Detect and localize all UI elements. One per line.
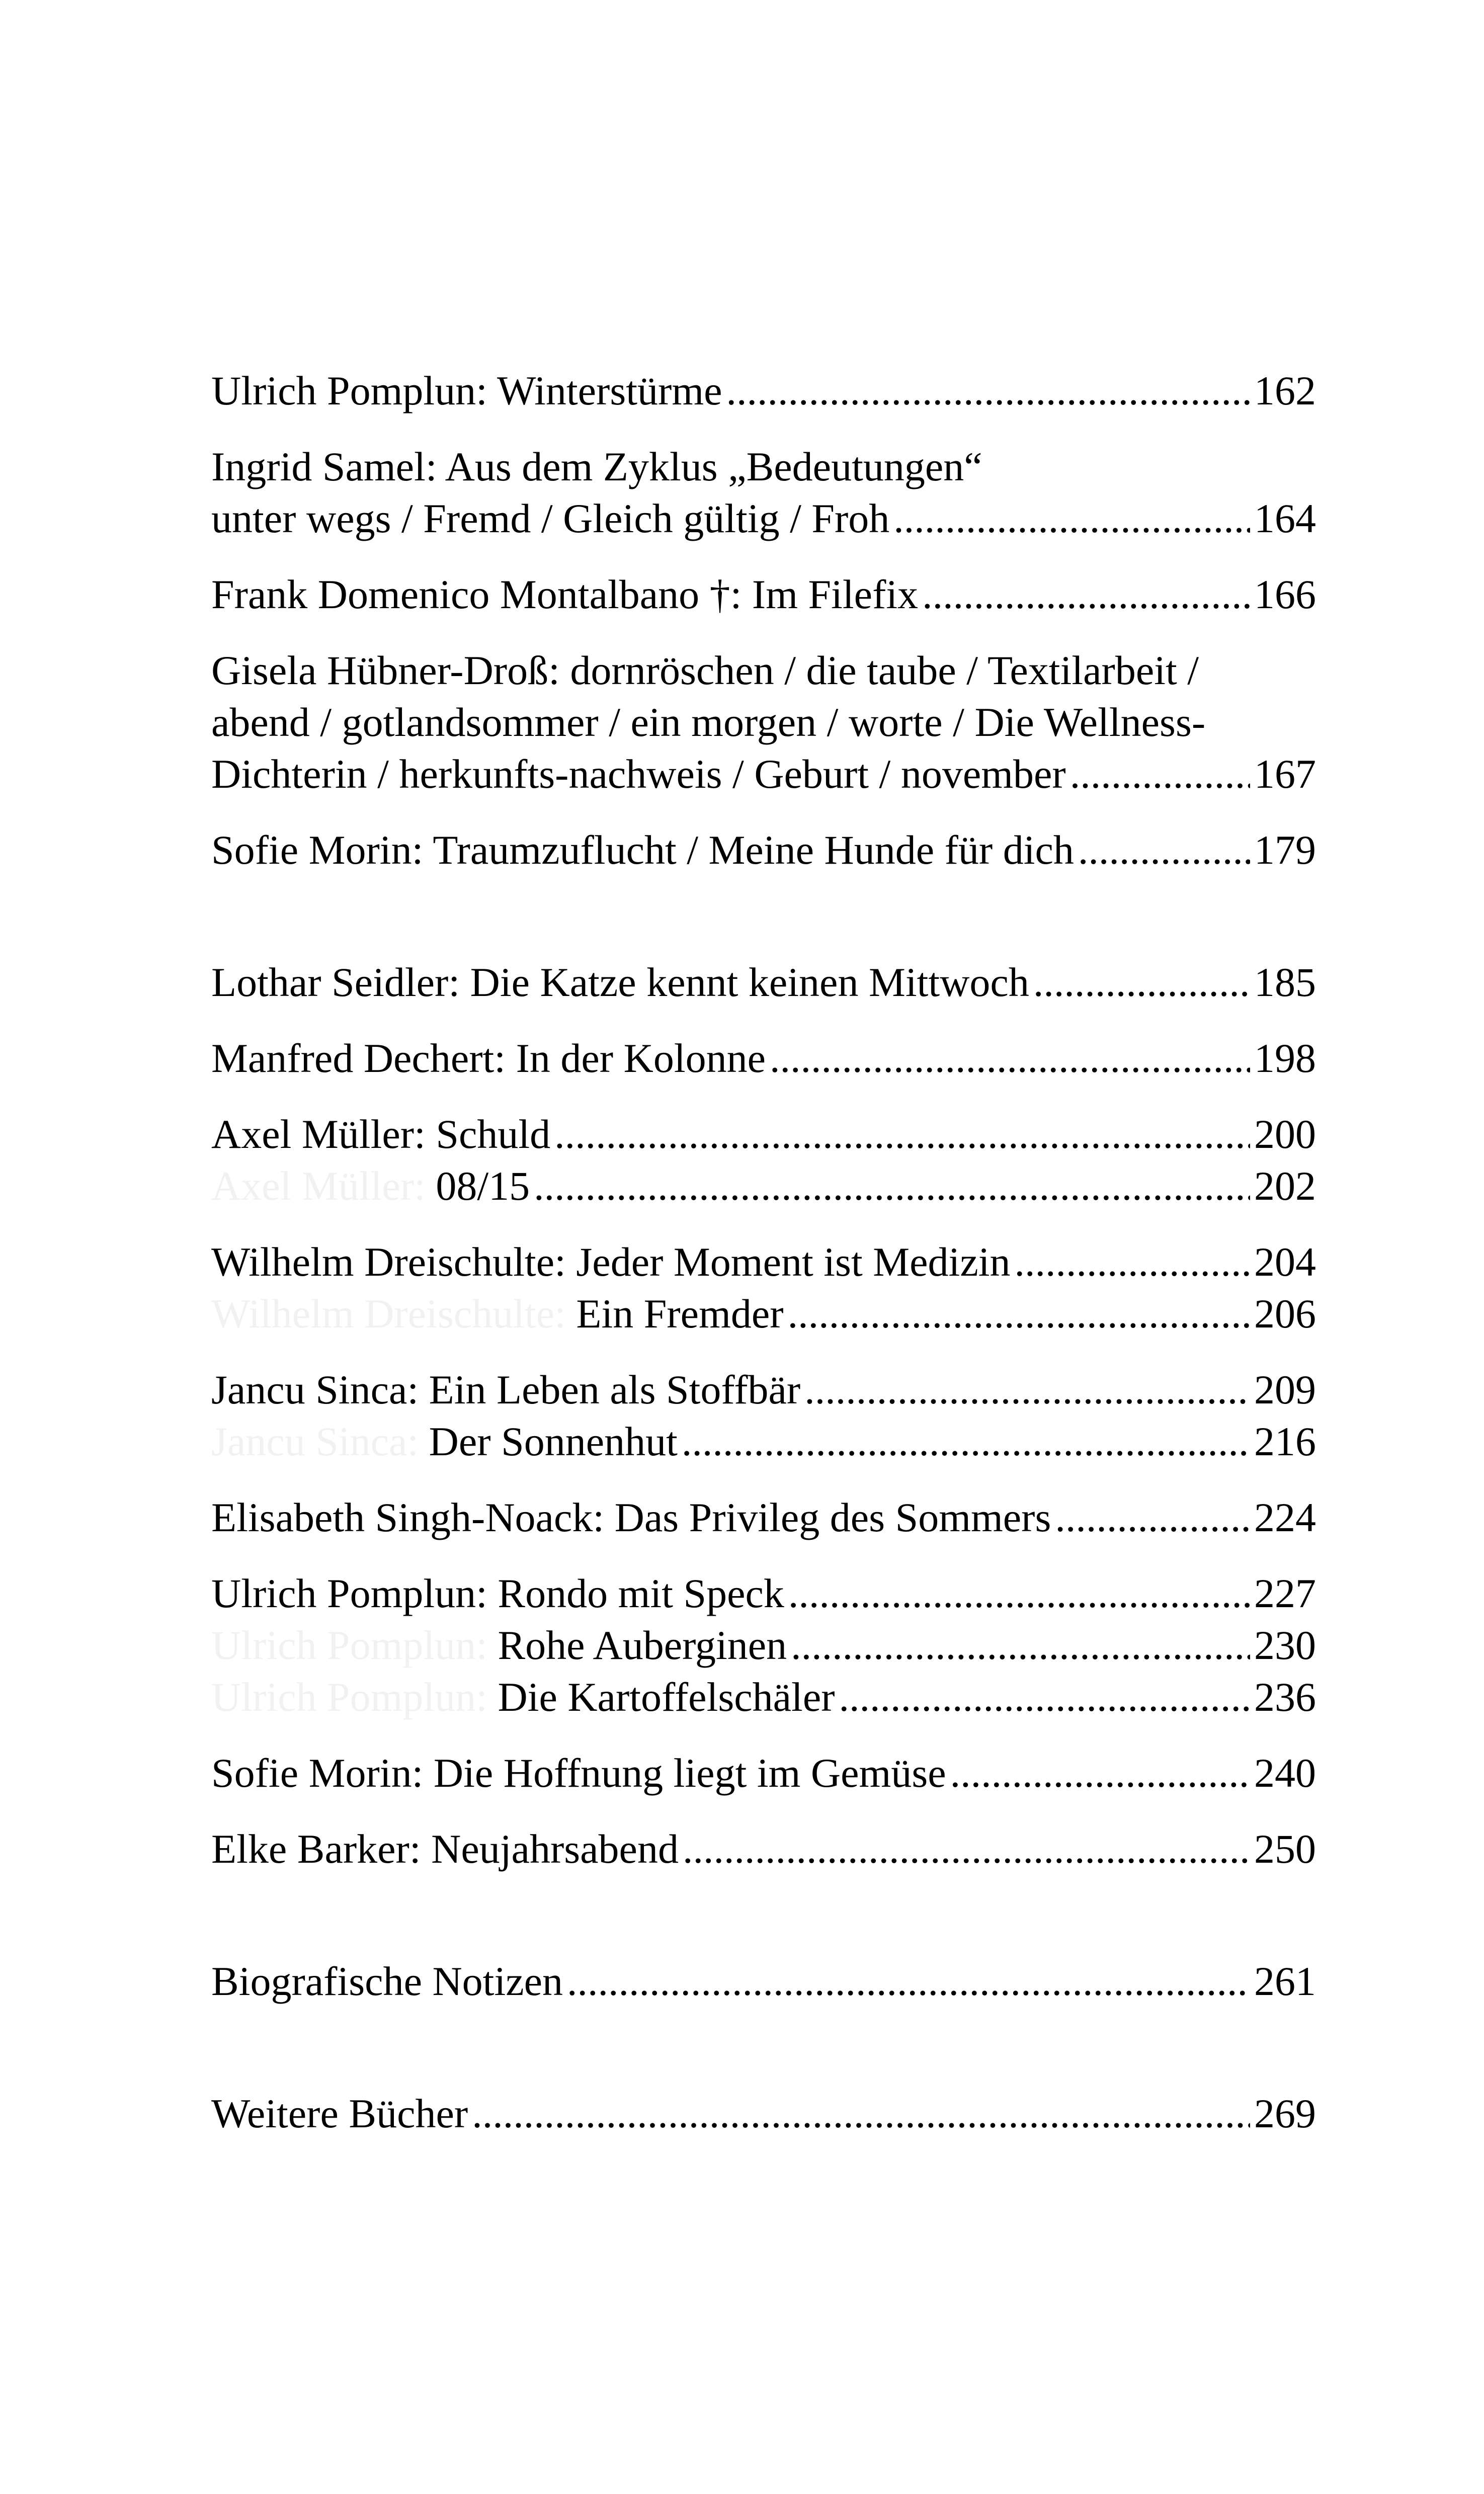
toc-line [211,696,1316,748]
toc-title: Ulrich Pomplun: Rondo mit Speck [211,1570,784,1616]
toc-line-text [211,1747,946,1799]
toc-title: Gisela Hübner-Droß: dornröschen / die taube / Textilarbeit / [211,647,1199,693]
toc-line [211,1288,1316,1340]
dot-leader [726,365,1250,417]
dot-leader [1015,1236,1250,1288]
page-number: 167 [1254,751,1316,797]
toc-title: Dichterin / herkunfts-nachweis / Geburt / november [211,751,1066,797]
toc-entry [211,2088,1316,2139]
toc-line-text [211,441,982,492]
toc-line-text [211,824,1074,876]
toc-entry [211,1032,1316,1084]
toc-line [211,1416,1316,1467]
toc-entry [211,824,1316,876]
toc-line [211,1567,1316,1619]
dot-leader [1033,956,1250,1008]
page-number: 216 [1254,1419,1316,1464]
toc-line [211,568,1316,620]
toc-line [211,1671,1316,1723]
toc-line-text [211,1160,530,1212]
toc-line [211,1955,1316,2007]
toc-line-text [211,492,889,544]
page-number: 179 [1254,827,1316,873]
toc-entry [211,1747,1316,1799]
toc-title: Sofie Morin: Die Hoffnung liegt im Gemüse [211,1750,946,1796]
toc-title: Sofie Morin: Traumzuflucht / Meine Hunde für dich [211,827,1074,873]
page-number: 230 [1254,1622,1316,1668]
toc-line [211,1823,1316,1875]
toc-line [211,1032,1316,1084]
toc-line [211,492,1316,544]
toc-line-text [211,1108,550,1160]
toc-title: unter wegs / Fremd / Gleich gültig / Froh [211,495,890,541]
toc-line-text [211,1288,784,1340]
page-number: 269 [1254,2091,1316,2136]
toc-line-text [211,2088,468,2139]
toc-entry [211,1491,1316,1543]
dot-leader [683,1823,1250,1875]
repeated-author-ghost: Axel Müller: [211,1163,436,1209]
toc-line-text [211,1032,766,1084]
dot-leader [682,1416,1250,1467]
dot-leader [554,1108,1250,1160]
dot-leader [567,1955,1250,2007]
toc-line-text [211,1236,1011,1288]
toc-title: Lothar Seidler: Die Katze kennt keinen Mittwoch [211,959,1029,1005]
repeated-author-ghost: Ulrich Pomplun: [211,1622,498,1668]
repeated-author-ghost: Ulrich Pomplun: [211,1674,498,1720]
toc-line [211,1619,1316,1671]
repeated-author-ghost: Wilhelm Dreischulte: [211,1291,576,1337]
page-number: 202 [1254,1163,1316,1209]
toc-title: Axel Müller: Schuld [211,1111,551,1157]
dot-leader [788,1288,1250,1340]
toc-entry [211,441,1316,544]
toc-entry [211,956,1316,1008]
toc-line-text [211,644,1199,696]
toc-entry [211,644,1316,800]
toc-line-text [211,1619,787,1671]
table-of-contents [211,365,1316,2164]
toc-line-text [211,568,918,620]
toc-title: Weitere Bücher [211,2091,468,2136]
page-number: 185 [1254,959,1316,1005]
page-number: 261 [1254,1958,1316,2004]
toc-title: Manfred Dechert: In der Kolonne [211,1035,766,1081]
page-number: 166 [1254,571,1316,617]
toc-line [211,441,1316,492]
toc-line [211,1108,1316,1160]
dot-leader [770,1032,1250,1084]
dot-leader [1070,748,1250,800]
toc-entry [211,1823,1316,1875]
toc-title: Wilhelm Dreischulte: Jeder Moment ist Medizin [211,1239,1011,1285]
page-number: 198 [1254,1035,1316,1081]
toc-line-text [211,748,1066,800]
toc-line-text [211,696,1205,748]
toc-line [211,1236,1316,1288]
page-number: 162 [1254,368,1316,413]
toc-line-text [211,1491,1051,1543]
page-number: 236 [1254,1674,1316,1720]
toc-entry [211,1108,1316,1212]
toc-line [211,1747,1316,1799]
toc-entry [211,1236,1316,1340]
dot-leader [472,2088,1250,2139]
toc-line-text [211,1416,678,1467]
toc-entry [211,1364,1316,1467]
toc-title: 08/15 [436,1163,530,1209]
page-number: 204 [1254,1239,1316,1285]
dot-leader [791,1619,1250,1671]
toc-line [211,956,1316,1008]
dot-leader [534,1160,1250,1212]
toc-line [211,1364,1316,1416]
toc-title: Die Kartoffelschäler [498,1674,835,1720]
toc-line [211,824,1316,876]
toc-entry [211,365,1316,417]
toc-title: Elisabeth Singh-Noack: Das Privileg des Sommers [211,1494,1051,1540]
toc-line-text [211,1364,800,1416]
toc-line [211,644,1316,696]
dot-leader [1055,1491,1250,1543]
page-number: 227 [1254,1570,1316,1616]
toc-line-text [211,1955,563,2007]
page-number: 250 [1254,1826,1316,1872]
repeated-author-ghost: Jancu Sinca: [211,1419,429,1464]
page-number: 209 [1254,1367,1316,1412]
page-number: 224 [1254,1494,1316,1540]
toc-entry [211,1567,1316,1723]
toc-line [211,1160,1316,1212]
toc-line-text [211,1671,835,1723]
dot-leader [839,1671,1250,1723]
dot-leader [950,1747,1250,1799]
toc-entry [211,568,1316,620]
toc-line-text [211,365,722,417]
toc-line-text [211,1567,784,1619]
toc-title: Biografische Notizen [211,1958,563,2004]
toc-title: Frank Domenico Montalbano †: Im Filefix [211,571,919,617]
dot-leader [893,492,1250,544]
toc-line [211,2088,1316,2139]
page-number: 240 [1254,1750,1316,1796]
page-number: 164 [1254,495,1316,541]
toc-title: Elke Barker: Neujahrsabend [211,1826,679,1872]
dot-leader [922,568,1250,620]
toc-entry [211,1955,1316,2007]
toc-line [211,748,1316,800]
toc-line-text [211,1823,679,1875]
dot-leader [1078,824,1250,876]
toc-title: abend / gotlandsommer / ein morgen / worte / Die Wellness- [211,699,1206,745]
toc-line [211,1491,1316,1543]
toc-title: Ingrid Samel: Aus dem Zyklus „Bedeutungen“ [211,444,982,489]
page-number: 200 [1254,1111,1316,1157]
dot-leader [804,1364,1250,1416]
toc-title: Ulrich Pomplun: Winterstürme [211,368,722,413]
toc-title: Ein Fremder [576,1291,784,1337]
dot-leader [788,1567,1250,1619]
toc-title: Rohe Auberginen [498,1622,787,1668]
page-number: 206 [1254,1291,1316,1337]
toc-line [211,365,1316,417]
toc-line-text [211,956,1029,1008]
toc-title: Jancu Sinca: Ein Leben als Stoffbär [211,1367,801,1412]
toc-title: Der Sonnenhut [429,1419,678,1464]
